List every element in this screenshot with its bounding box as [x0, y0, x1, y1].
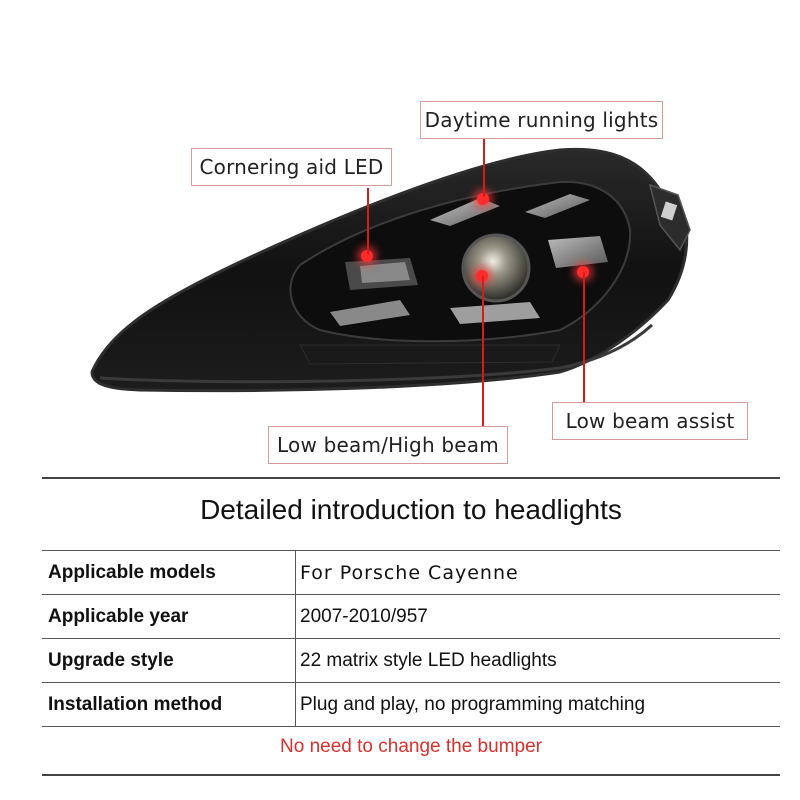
low-high-beam-callout: Low beam/High beam — [268, 426, 508, 464]
daytime-callout: Daytime running lights — [420, 101, 663, 139]
cornering-callout: Cornering aid LED — [191, 148, 392, 186]
table-row — [42, 639, 780, 683]
cornering-leader — [367, 188, 369, 254]
section-title: Detailed introduction to headlights — [200, 494, 622, 525]
low-high-beam-leader — [482, 276, 484, 428]
spec-table — [42, 550, 780, 727]
title-divider — [42, 477, 780, 479]
table-row — [42, 683, 780, 727]
low-beam-assist-callout: Low beam assist — [552, 402, 748, 440]
spec-label: Upgrade style — [42, 639, 296, 683]
spec-label: Applicable models — [42, 551, 296, 595]
lower-grille — [300, 345, 560, 364]
spec-value: Plug and play, no programming matching — [296, 683, 781, 727]
spec-value: 2007-2010/957 — [296, 595, 781, 639]
spec-value: For Porsche Cayenne — [296, 551, 781, 595]
spec-value: 22 matrix style LED headlights — [296, 639, 781, 683]
bottom-divider — [42, 774, 780, 776]
low-beam-assist-leader — [583, 272, 585, 404]
spec-label: Applicable year — [42, 595, 296, 639]
projector-lens — [463, 235, 529, 301]
bumper-note: No need to change the bumper — [280, 736, 542, 757]
spec-label: Installation method — [42, 683, 296, 727]
table-row — [42, 595, 780, 639]
table-row — [42, 551, 780, 595]
daytime-leader — [483, 135, 485, 197]
